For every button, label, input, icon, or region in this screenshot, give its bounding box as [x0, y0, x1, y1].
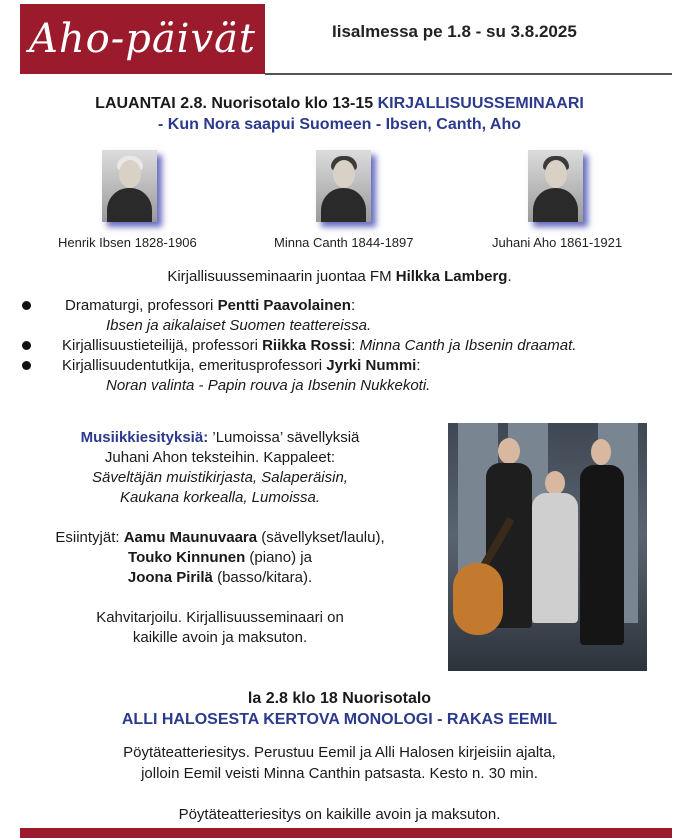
- canth-portrait: [316, 150, 371, 222]
- music-text: ’Lumoissa’ sävellyksiä: [208, 429, 360, 446]
- monologue-free-note: Pöytäteatteriesitys on kaikille avoin ja maksuton.: [178, 806, 501, 823]
- seminar-subtitle: - Kun Nora saapui Suomeen - Ibsen, Canth, Aho: [158, 116, 521, 133]
- speaker-sep: :: [350, 297, 356, 314]
- page-header: [0, 0, 679, 78]
- musicians-photo: [448, 423, 647, 671]
- monologue-heading: [0, 688, 679, 730]
- song-list: Kaukana korkealla, Lumoissa.: [119, 489, 321, 506]
- author-caption: Minna Canth 1844-1897: [274, 235, 414, 250]
- seminar-host: [0, 268, 679, 285]
- performer-name: Touko Kinnunen: [128, 549, 246, 566]
- seminar-title: [0, 93, 679, 135]
- coffee-note: Kahvitarjoilu. Kirjallisuusseminaari on: [96, 609, 344, 626]
- performer-role: (basso/kitara).: [212, 569, 313, 586]
- author-caption: Henrik Ibsen 1828-1906: [58, 235, 197, 250]
- bullet-icon: [22, 361, 31, 370]
- speaker-name: Pentti Paavolainen: [217, 297, 351, 314]
- performer-role: (piano) ja: [245, 549, 312, 566]
- list-item: [65, 296, 355, 316]
- speaker-topic: Ibsen ja aikalaiset Suomen teattereissa.: [106, 317, 372, 334]
- speaker-topic: Noran valinta - Papin rouva ja Ibsenin Nukkekoti.: [106, 377, 431, 394]
- performer-role: (sävellykset/laulu),: [257, 529, 385, 546]
- performer-name: Aamu Maunuvaara: [123, 529, 258, 546]
- speaker-sep: :: [351, 337, 360, 354]
- coffee-note: kaikille avoin ja maksuton.: [132, 629, 308, 646]
- aho-portrait: [528, 150, 583, 222]
- host-lead: Kirjallisuusseminaarin juontaa FM: [167, 268, 396, 285]
- monologue-text: Pöytäteatteriesitys. Perustuu Eemil ja Alli Halosen kirjeisiin ajalta,: [123, 744, 556, 761]
- song-list: Säveltäjän muistikirjasta, Salaperäisin,: [92, 469, 348, 486]
- performers-lead: Esiintyjät:: [55, 529, 124, 546]
- monologue-text: jolloin Eemil veisti Minna Canthin patsasta. Kesto n. 30 min.: [141, 765, 538, 782]
- speaker-topic: Minna Canth ja Ibsenin draamat.: [359, 337, 577, 354]
- monologue-time-place: la 2.8 klo 18 Nuorisotalo: [247, 690, 432, 707]
- monologue-description: [0, 742, 679, 784]
- aho-paivat-logo: Aho-päivät: [20, 4, 265, 74]
- speaker-role: Kirjallisuudentutkija, emeritusprofessori: [62, 357, 327, 374]
- bullet-icon: [22, 341, 31, 350]
- host-name: Hilkka Lamberg: [395, 268, 508, 285]
- list-item: [62, 336, 576, 356]
- seminar-time-place: LAUANTAI 2.8. Nuorisotalo klo 13-15: [95, 95, 378, 112]
- speaker-name: Riikka Rossi: [262, 337, 352, 354]
- speaker-name: Jyrki Nummi: [326, 357, 417, 374]
- music-text: Juhani Ahon teksteihin. Kappaleet:: [104, 449, 336, 466]
- list-item: [62, 356, 421, 376]
- seminar-name: KIRJALLISUUSSEMINAARI: [377, 95, 584, 112]
- footer-bar: [20, 828, 672, 838]
- speaker-sep: :: [416, 357, 421, 374]
- event-dates: Iisalmessa pe 1.8 - su 3.8.2025: [332, 22, 577, 41]
- speaker-role: Kirjallisuustieteilijä, professori: [62, 337, 263, 354]
- ibsen-portrait: [102, 150, 157, 222]
- music-heading: Musiikkiesityksiä:: [80, 429, 209, 446]
- header-divider: [265, 73, 672, 75]
- host-end: .: [507, 268, 512, 285]
- monologue-title: ALLI HALOSESTA KERTOVA MONOLOGI - RAKAS EEMIL: [121, 711, 558, 728]
- performer-name: Joona Pirilä: [127, 569, 213, 586]
- bullet-icon: [22, 301, 31, 310]
- music-section: [20, 428, 420, 648]
- author-caption: Juhani Aho 1861-1921: [492, 235, 623, 250]
- speaker-role: Dramaturgi, professori: [65, 297, 218, 314]
